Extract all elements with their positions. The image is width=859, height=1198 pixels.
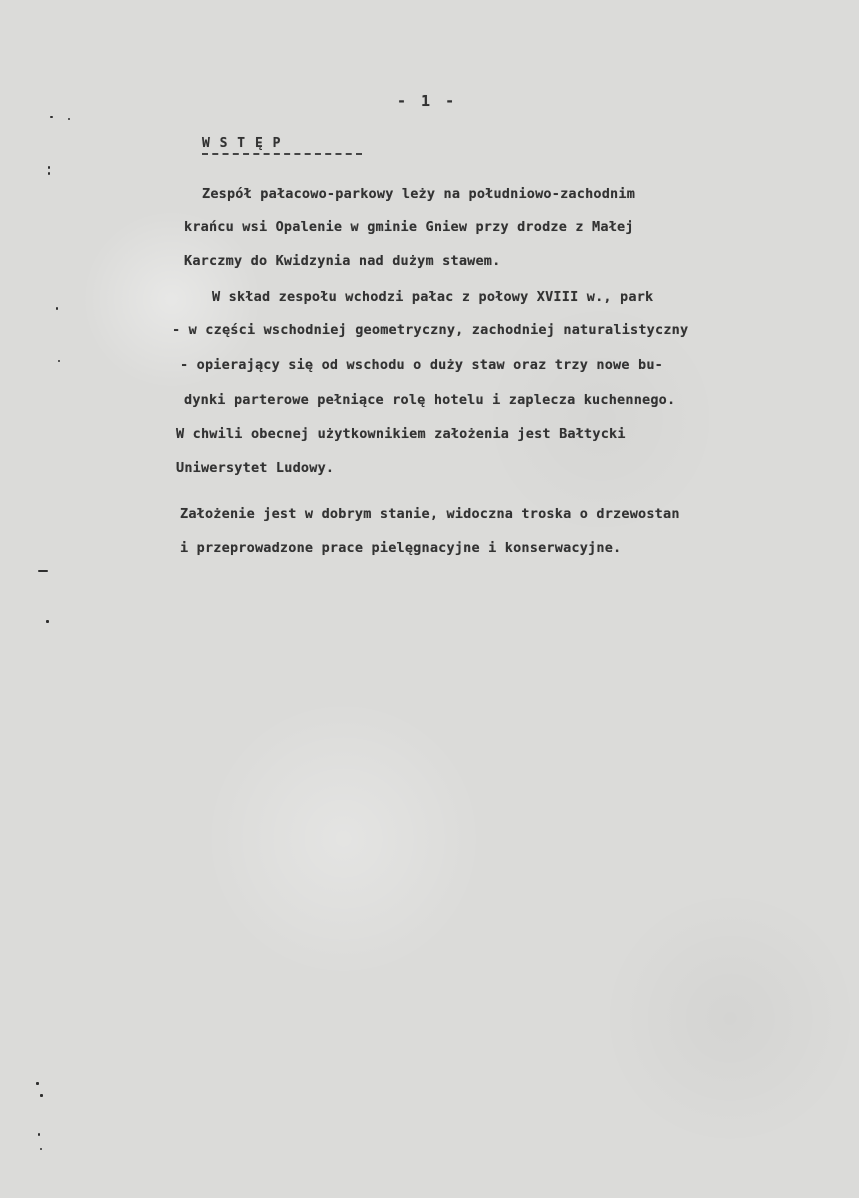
- margin-speck: [40, 1094, 43, 1097]
- margin-speck: [68, 118, 70, 120]
- body-line: krańcu wsi Opalenie w gminie Gniew przy drodze z Małej: [184, 219, 634, 235]
- margin-speck: [50, 116, 53, 118]
- heading-underline: [202, 153, 362, 155]
- body-line: - w części wschodniej geometryczny, zachodniej naturalistyczny: [172, 322, 689, 338]
- body-line: W chwili obecnej użytkownikiem założenia jest Bałtycki: [176, 426, 626, 442]
- margin-speck: [46, 620, 49, 623]
- section-heading: W S T Ę P: [202, 136, 282, 151]
- body-line: i przeprowadzone prace pielęgnacyjne i konserwacyjne.: [180, 540, 622, 556]
- margin-speck: [48, 166, 50, 169]
- margin-speck: [36, 1082, 39, 1085]
- body-line: Założenie jest w dobrym stanie, widoczna troska o drzewostan: [180, 506, 680, 522]
- body-line: dynki parterowe pełniące rolę hotelu i zaplecza kuchennego.: [184, 392, 676, 408]
- body-line: Uniwersytet Ludowy.: [176, 460, 335, 476]
- body-line: W skład zespołu wchodzi pałac z połowy XVIII w., park: [212, 289, 654, 305]
- body-line: Zespół pałacowo-parkowy leży na południowo-zachodnim: [202, 186, 636, 202]
- margin-speck: [58, 360, 60, 362]
- page-number: - 1 -: [397, 92, 458, 110]
- margin-speck: [40, 1148, 42, 1150]
- margin-speck: [56, 307, 58, 310]
- margin-speck: [38, 570, 48, 572]
- margin-speck: [38, 1133, 40, 1136]
- margin-speck: [48, 172, 50, 175]
- body-line: Karczmy do Kwidzynia nad dużym stawem.: [184, 253, 501, 269]
- body-line: - opierający się od wschodu o duży staw oraz trzy nowe bu-: [180, 357, 664, 373]
